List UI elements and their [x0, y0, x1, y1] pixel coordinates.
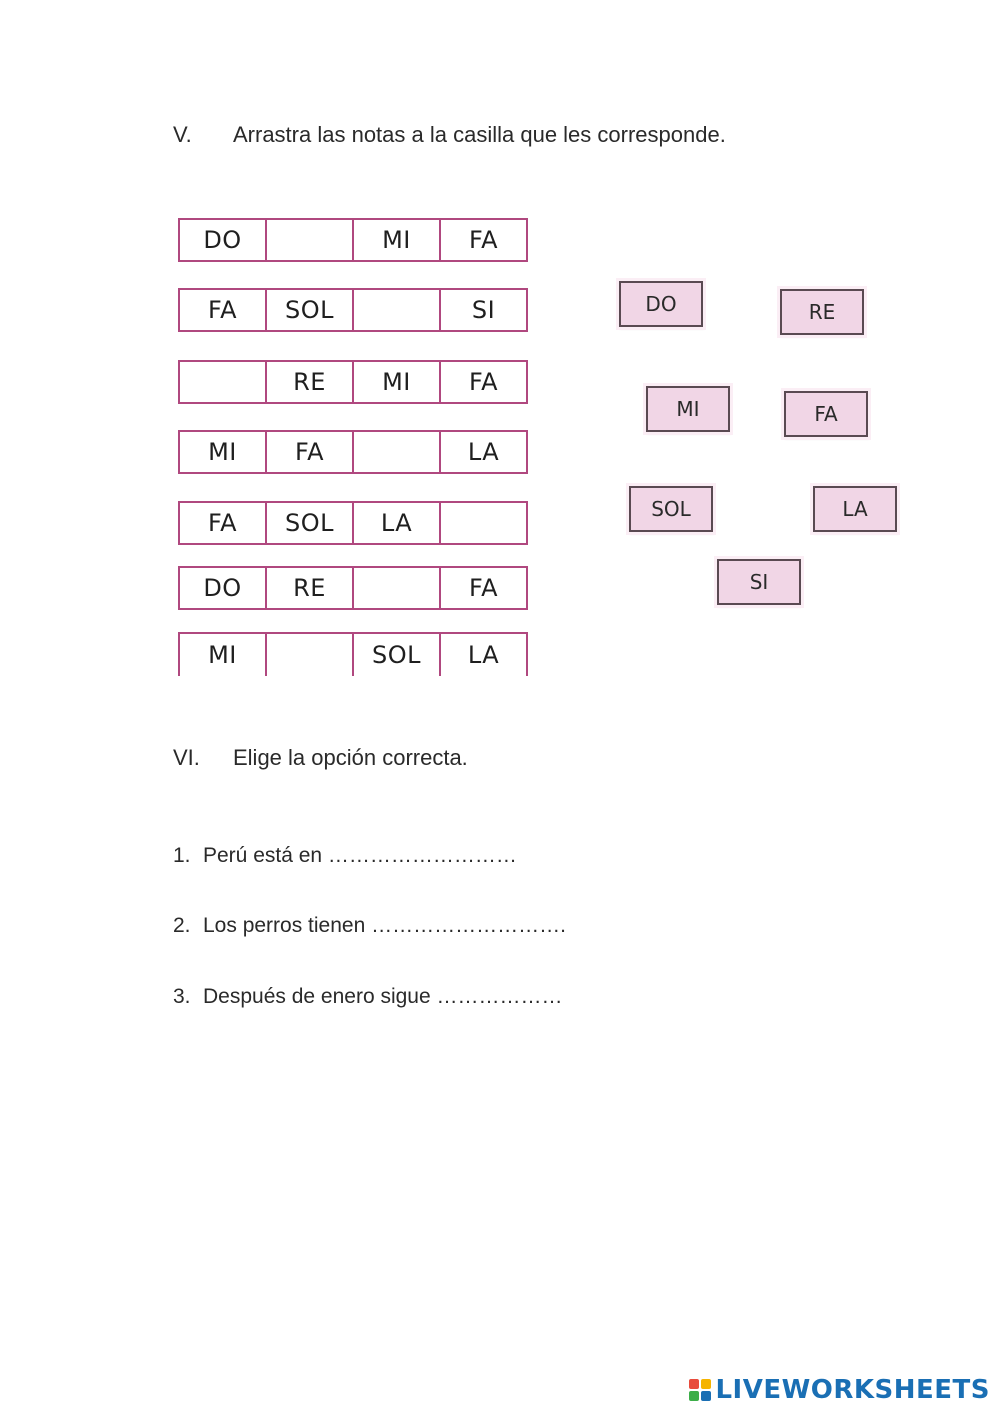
grid-cell: SOL [354, 634, 441, 676]
grid-cell: FA [468, 574, 499, 602]
grid-cell: FA [180, 290, 267, 330]
note-chip-sol[interactable]: SOL [629, 486, 713, 532]
grid-cell: SOL [267, 290, 354, 330]
question-1 [173, 844, 517, 868]
section-number: VI. [173, 745, 200, 770]
grid-cell: RE [267, 362, 354, 402]
drop-slot[interactable] [267, 220, 354, 260]
grid-row [178, 360, 528, 404]
drop-slot[interactable] [354, 432, 441, 472]
grid-cell: MI [354, 362, 441, 402]
grid-cell: LA [467, 641, 500, 669]
note-chip-re[interactable]: RE [780, 289, 864, 335]
drop-slot[interactable] [267, 634, 354, 676]
liveworksheets-logo-icon [689, 1379, 711, 1401]
grid-row [178, 632, 528, 676]
drop-slot[interactable] [354, 290, 441, 330]
logo-square [701, 1391, 711, 1401]
section-v-heading [173, 122, 726, 148]
grid-cell: FA [468, 226, 499, 254]
section-instruction: Elige la opción correcta. [233, 745, 468, 770]
section-vi-heading [173, 745, 468, 771]
question-2 [173, 914, 566, 938]
liveworksheets-logo [689, 1375, 990, 1405]
question-number: 2. [173, 914, 191, 937]
question-number: 1. [173, 844, 191, 867]
grid-cell: SOL [267, 503, 354, 543]
question-text[interactable]: Después de enero sigue ……………… [203, 985, 563, 1008]
grid-row [178, 218, 528, 262]
question-text[interactable]: Perú está en ……………………… [203, 844, 517, 867]
grid-cell: LA [467, 438, 500, 466]
question-text[interactable]: Los perros tienen ………………………. [203, 914, 566, 937]
brand-name: LIVEWORKSHEETS [715, 1375, 990, 1405]
grid-cell: FA [267, 432, 354, 472]
drop-slot[interactable] [441, 503, 526, 543]
grid-cell: FA [468, 368, 499, 396]
grid-row [178, 501, 528, 545]
grid-row [178, 566, 528, 610]
grid-cell: DO [180, 568, 267, 608]
question-3 [173, 985, 563, 1009]
drop-slot[interactable] [180, 362, 267, 402]
drop-slot[interactable] [354, 568, 441, 608]
grid-cell: LA [354, 503, 441, 543]
note-chip-si[interactable]: SI [717, 559, 801, 605]
question-number: 3. [173, 985, 191, 1008]
grid-cell: SI [471, 296, 496, 324]
section-number: V. [173, 122, 192, 147]
grid-cell: MI [354, 220, 441, 260]
grid-row [178, 288, 528, 332]
grid-row [178, 430, 528, 474]
section-instruction: Arrastra las notas a la casilla que les corresponde. [233, 122, 726, 147]
note-chip-mi[interactable]: MI [646, 386, 730, 432]
grid-cell: DO [180, 220, 267, 260]
grid-cell: FA [180, 503, 267, 543]
grid-cell: MI [180, 634, 267, 676]
note-chip-fa[interactable]: FA [784, 391, 868, 437]
logo-square [689, 1379, 699, 1389]
grid-cell: RE [267, 568, 354, 608]
logo-square [701, 1379, 711, 1389]
logo-square [689, 1391, 699, 1401]
note-chip-do[interactable]: DO [619, 281, 703, 327]
grid-cell: MI [180, 432, 267, 472]
note-chip-la[interactable]: LA [813, 486, 897, 532]
